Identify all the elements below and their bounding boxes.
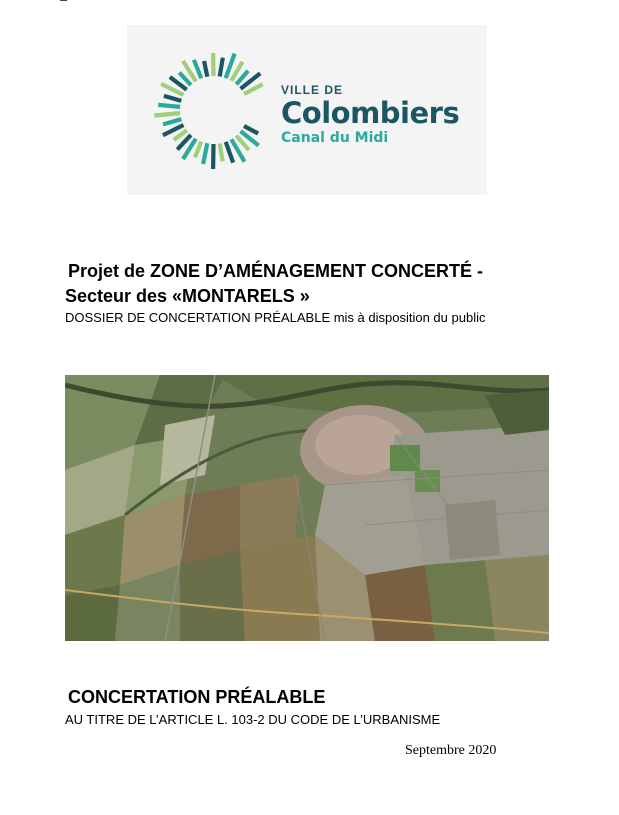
logo-ray xyxy=(164,96,181,101)
logo-ray xyxy=(203,143,207,164)
logo-ray xyxy=(154,113,180,115)
logo-ring-icon xyxy=(151,47,277,173)
project-title-line-2: Secteur des «MONTARELS » xyxy=(65,286,310,306)
colombiers-logo xyxy=(127,25,487,195)
logo-ray xyxy=(194,60,201,79)
logo-town-name: Colombiers xyxy=(281,96,460,130)
logo-ville-de: VILLE DE xyxy=(281,83,344,97)
logo-canal-du-midi: Canal du Midi xyxy=(281,130,389,146)
project-title-block xyxy=(65,259,585,327)
logo-text xyxy=(281,83,481,147)
project-title-line-1: Projet de ZONE D’AMÉNAGEMENT CONCERTÉ - xyxy=(68,261,484,281)
page-mark xyxy=(60,0,67,1)
logo-ray xyxy=(204,61,207,77)
logo-ray xyxy=(163,119,181,124)
concertation-title: CONCERTATION PRÉALABLE xyxy=(68,687,326,707)
document-date: Septembre 2020 xyxy=(405,743,497,758)
aerial-photo xyxy=(65,375,549,641)
concertation-subtitle: AU TITRE DE L’ARTICLE L. 103-2 DU CODE DE L’URBANISME xyxy=(65,712,441,727)
logo-ray xyxy=(158,105,180,107)
project-subtitle: DOSSIER DE CONCERTATION PRÉALABLE mis à disposition du public xyxy=(65,310,486,325)
logo-ray xyxy=(195,142,201,158)
logo-ray xyxy=(220,144,223,162)
logo-ray xyxy=(220,58,223,77)
logo-ray xyxy=(226,142,234,163)
logo-ray xyxy=(244,126,258,134)
